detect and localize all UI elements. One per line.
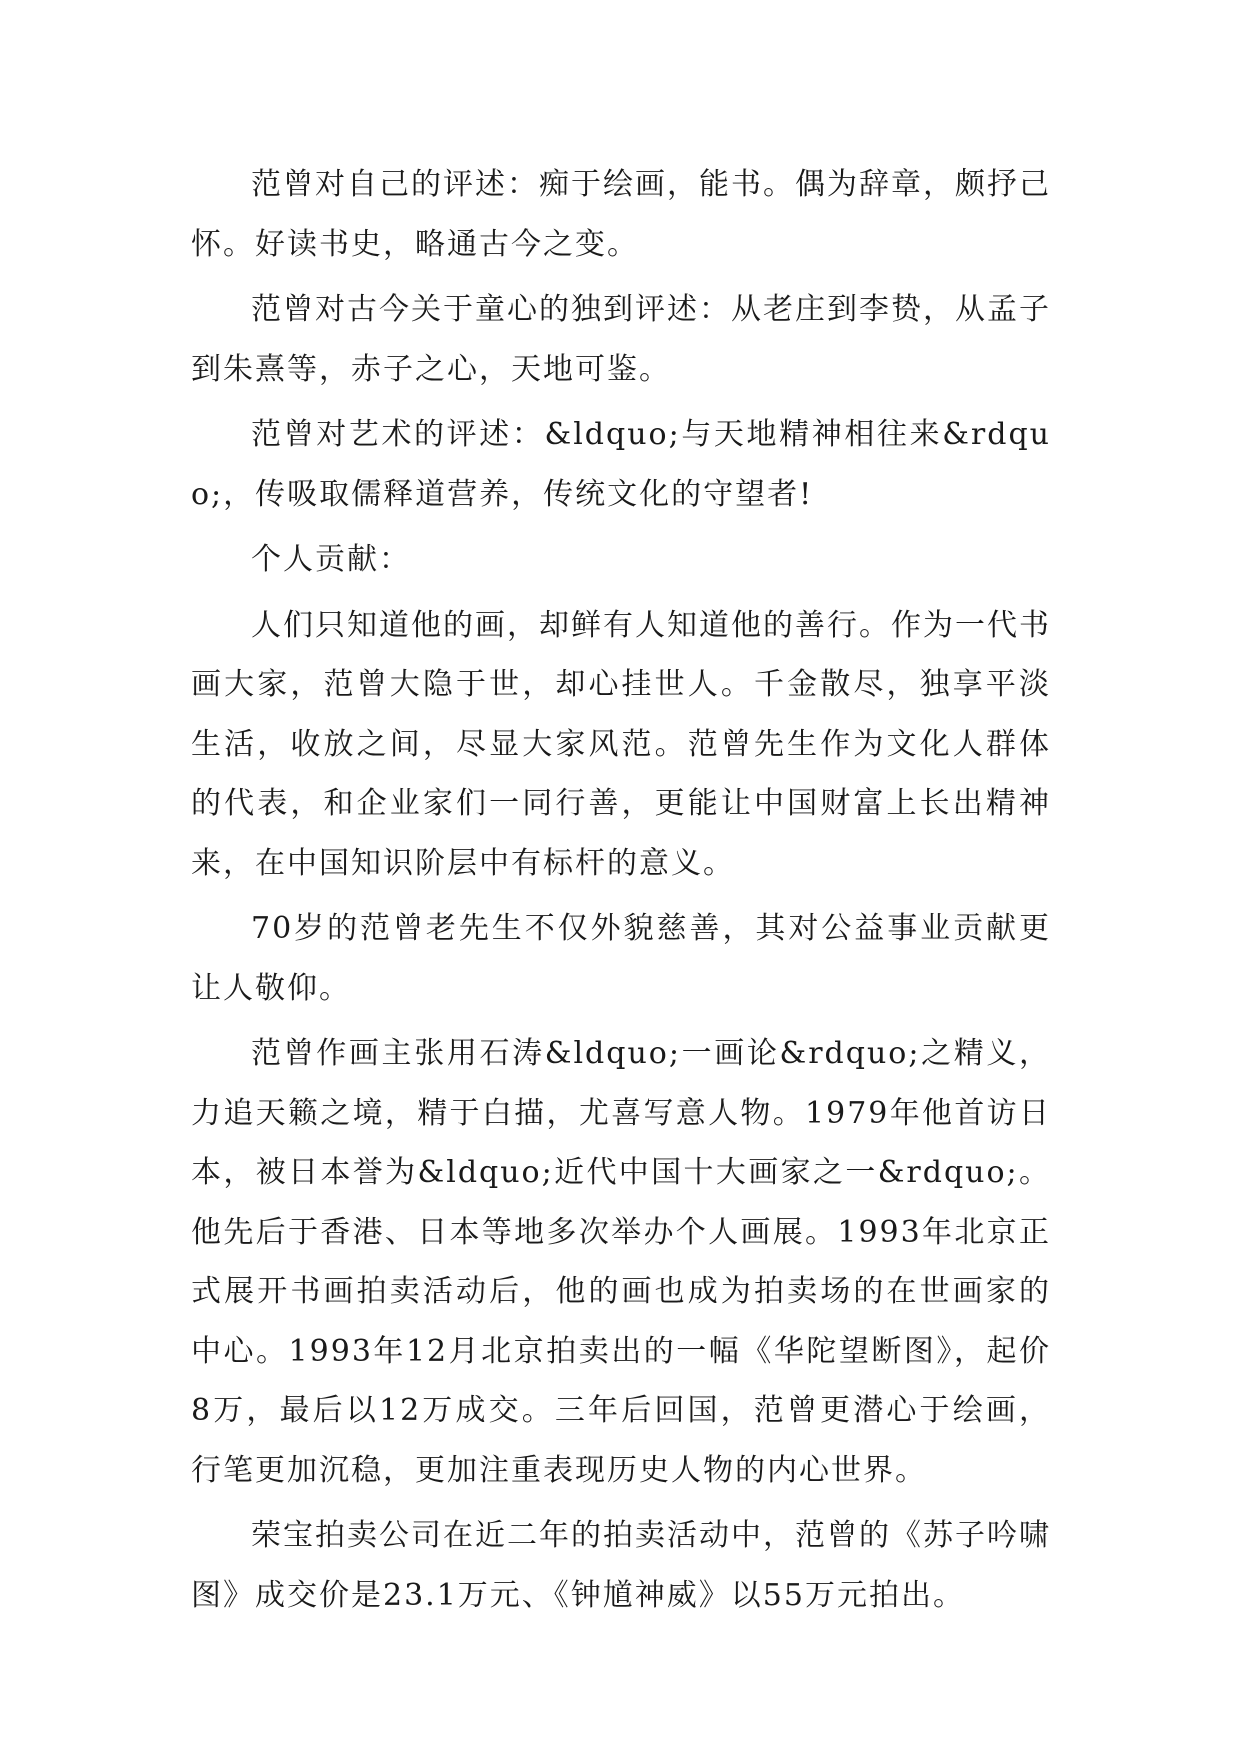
paragraph-charity: 70岁的范曾老先生不仅外貌慈善，其对公益事业贡献更让人敬仰。 bbox=[191, 911, 1051, 1006]
paragraph-art-assessment: 范曾对艺术的评述：&ldquo;与天地精神相往来&rdquo;，传吸取儒释道营养，传统文化的守望者! bbox=[191, 417, 1051, 512]
paragraph-auction-results: 荣宝拍卖公司在近二年的拍卖活动中，范曾的《苏子吟啸图》成交价是23.1万元、《钟馗神威》以55万元拍出。 bbox=[191, 1518, 1051, 1613]
paragraph-self-assessment: 范曾对自己的评述：痴于绘画，能书。偶为辞章，颇抒己怀。好读书史，略通古今之变。 bbox=[191, 167, 1051, 262]
paragraph-childlike-heart: 范曾对古今关于童心的独到评述：从老庄到李贽，从孟子到朱熹等，赤子之心，天地可鉴。 bbox=[191, 292, 1051, 387]
paragraph-painting-career: 范曾作画主张用石涛&ldquo;一画论&rdquo;之精义，力追天籁之境，精于白描，尤喜写意人物。1979年他首访日本，被日本誉为&ldquo;近代中国十大画家之一&rdquo;。他先后于香港、日本等地多次举办个人画展。1993年北京正式展开书画拍卖活动后，他的画也成为拍卖场的在世画家的中心。1993年12月北京拍卖出的一幅《华陀望断图》，起价8万，最后以12万成交。三年后回国，范曾更潜心于绘画，行笔更加沉稳，更加注重表现历史人物的内心世界。 bbox=[191, 1036, 1051, 1488]
paragraph-good-deeds: 人们只知道他的画，却鲜有人知道他的善行。作为一代书画大家，范曾大隐于世，却心挂世人。千金散尽，独享平淡生活，收放之间，尽显大家风范。范曾先生作为文化人群体的代表，和企业家们一同行善，更能让中国财富上长出精神来，在中国知识阶层中有标杆的意义。 bbox=[191, 607, 1051, 881]
document-body bbox=[191, 155, 1051, 1625]
section-heading-contribution: 个人贡献： bbox=[251, 542, 411, 577]
